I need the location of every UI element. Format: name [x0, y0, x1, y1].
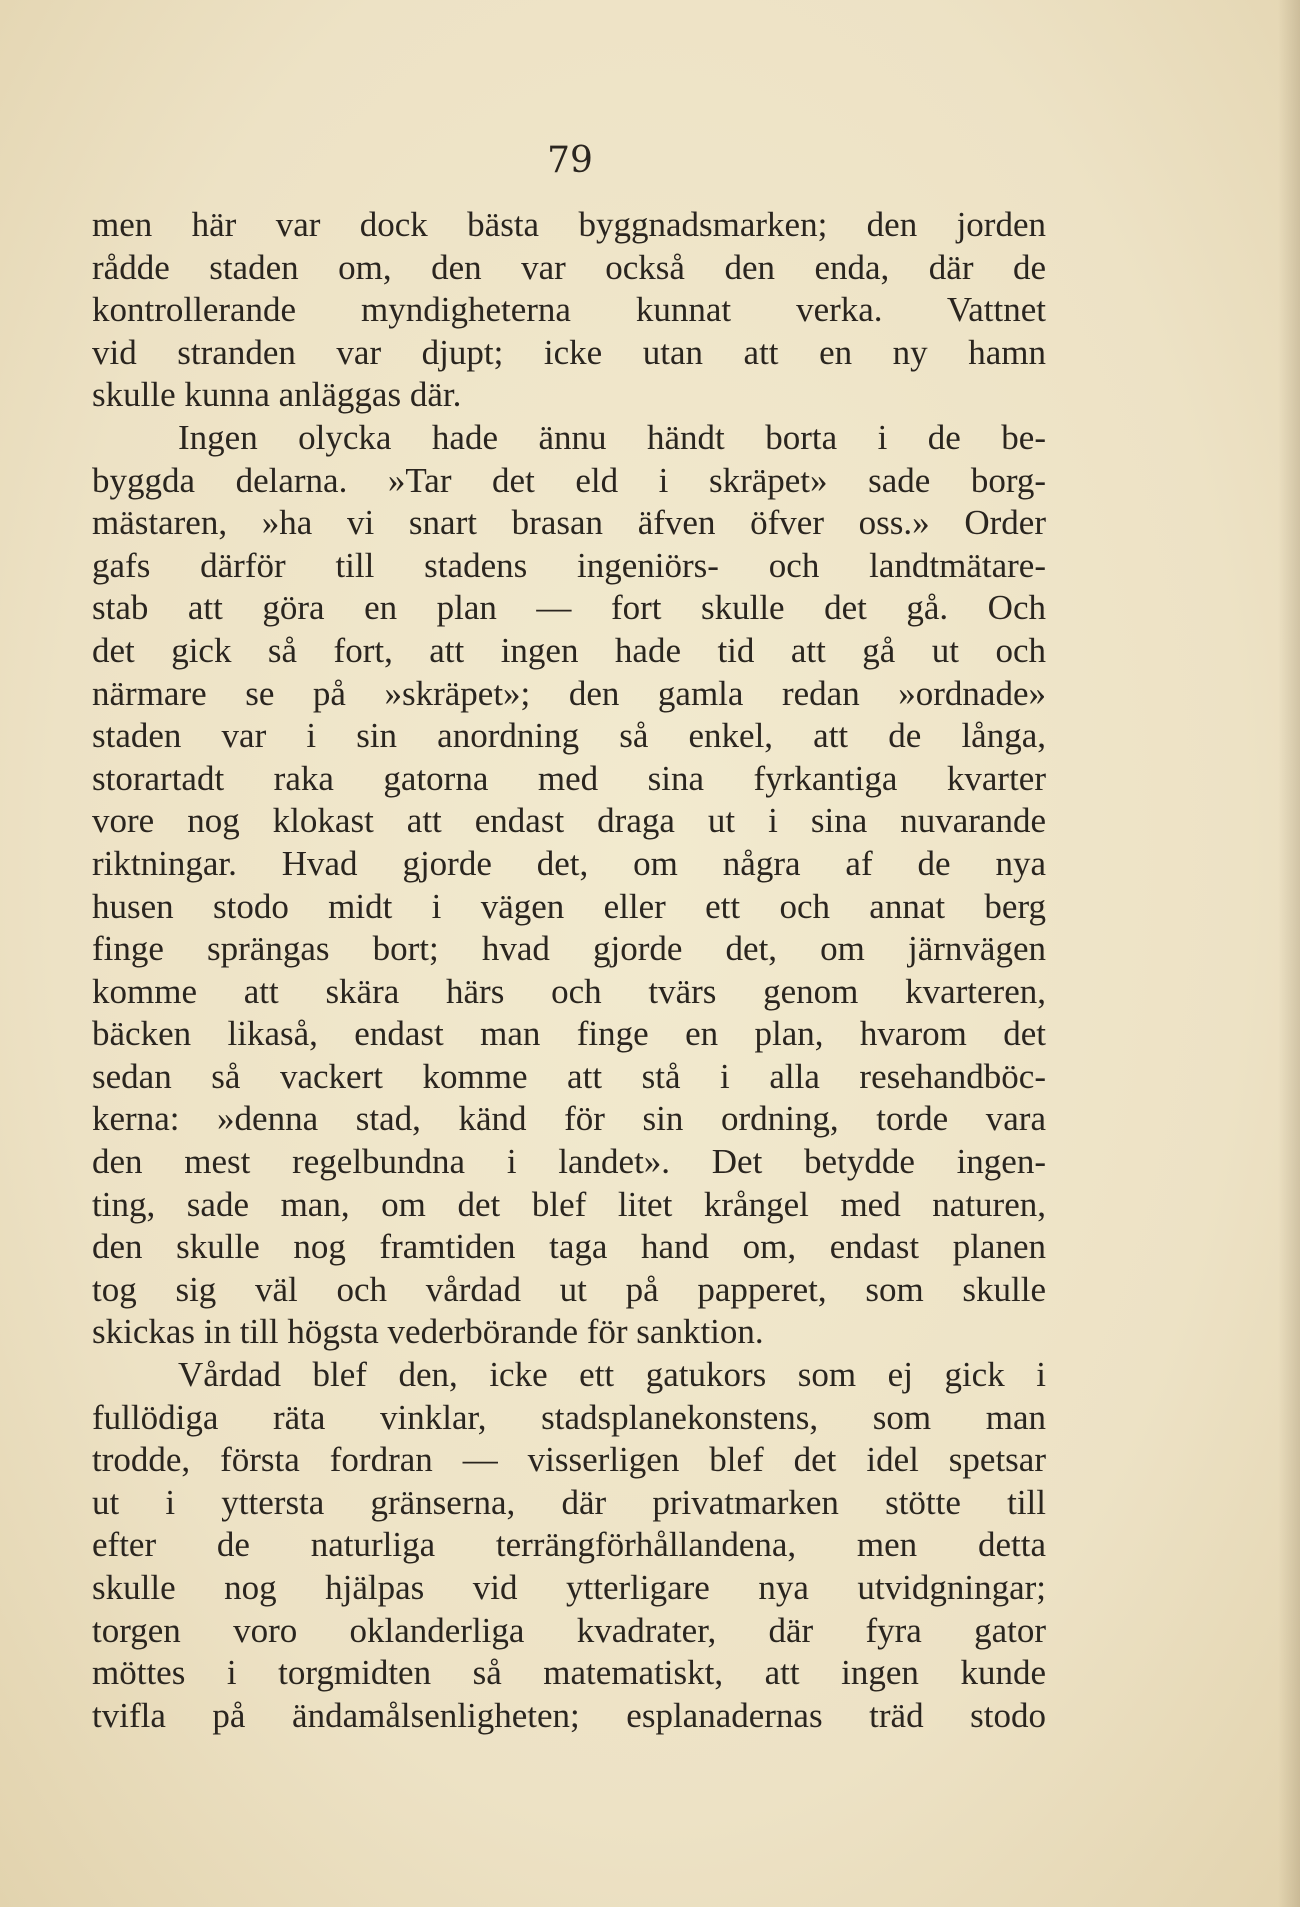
text-line: komme att skära härs och tvärs genom kvarteren, — [92, 971, 1046, 1011]
text-line: det gick så fort, att ingen hade tid att gå ut och — [92, 630, 1046, 670]
text-line: finge sprängas bort; hvad gjorde det, om järnvägen — [92, 929, 1046, 969]
text-line: trodde, första fordran — visserligen blef det idel spetsar — [92, 1440, 1046, 1480]
page-edge-shadow — [1278, 0, 1300, 1907]
text-line: skickas in till högsta vederbörande för sanktion. — [92, 1312, 764, 1352]
text-line: husen stodo midt i vägen eller ett och annat berg — [92, 886, 1046, 926]
text-line: skulle kunna anläggas där. — [92, 375, 462, 415]
text-line: staden var i sin anordning så enkel, att de långa, — [92, 716, 1046, 756]
text-line: riktningar. Hvad gjorde det, om några af de nya — [92, 843, 1046, 883]
text-line: stab att göra en plan — fort skulle det gå. Och — [92, 588, 1046, 628]
text-line: efter de naturliga terrängförhållandena, men detta — [92, 1525, 1046, 1565]
text-line: vore nog klokast att endast draga ut i sina nuvarande — [92, 801, 1046, 841]
text-line: den mest regelbundna i landet». Det betydde ingen- — [92, 1142, 1046, 1182]
text-line: vid stranden var djupt; icke utan att en ny hamn — [92, 332, 1046, 372]
page-number: 79 — [547, 140, 593, 181]
text-line: den skulle nog framtiden taga hand om, endast planen — [92, 1227, 1046, 1267]
text-line: närmare se på »skräpet»; den gamla redan »ordnade» — [92, 673, 1046, 713]
text-line: Vårdad blef den, icke ett gatukors som ej gick i — [178, 1355, 1046, 1395]
text-line: bäcken likaså, endast man finge en plan, hvarom det — [92, 1014, 1046, 1054]
text-line: möttes i torgmidten så matematiskt, att ingen kunde — [92, 1653, 1046, 1693]
text-line: skulle nog hjälpas vid ytterligare nya utvidgningar; — [92, 1568, 1046, 1607]
text-line: storartadt raka gatorna med sina fyrkantiga kvarter — [92, 758, 1046, 798]
text-line: mästaren, »ha vi snart brasan äfven öfver oss.» Order — [92, 503, 1046, 543]
text-line: Ingen olycka hade ännu händt borta i de be- — [178, 417, 1046, 457]
text-line: ting, sade man, om det blef litet krångel med naturen, — [92, 1184, 1046, 1224]
text-line: ut i yttersta gränserna, där privatmarken stötte till — [92, 1482, 1046, 1522]
text-line: gafs därför till stadens ingeniörs- och landtmätare- — [92, 545, 1046, 585]
text-line: byggda delarna. »Tar det eld i skräpet» sade borg- — [92, 460, 1046, 500]
text-line: kerna: »denna stad, känd för sin ordning, torde vara — [92, 1099, 1046, 1139]
text-line: torgen voro oklanderliga kvadrater, där fyra gator — [92, 1610, 1046, 1650]
text-line: tvifla på ändamålsenligheten; esplanadernas träd stodo — [92, 1695, 1046, 1735]
text-line: tog sig väl och vårdad ut på papperet, som skulle — [92, 1269, 1046, 1309]
text-line: sedan så vackert komme att stå i alla resehandböc- — [92, 1056, 1046, 1096]
text-line: kontrollerande myndigheterna kunnat verka. Vattnet — [92, 290, 1046, 330]
text-line: fullödiga räta vinklar, stadsplanekonstens, som man — [92, 1397, 1046, 1437]
body-text — [92, 204, 1046, 1737]
text-line: men här var dock bästa byggnadsmarken; den jorden — [92, 205, 1046, 244]
text-line: rådde staden om, den var också den enda, där de — [92, 247, 1046, 287]
